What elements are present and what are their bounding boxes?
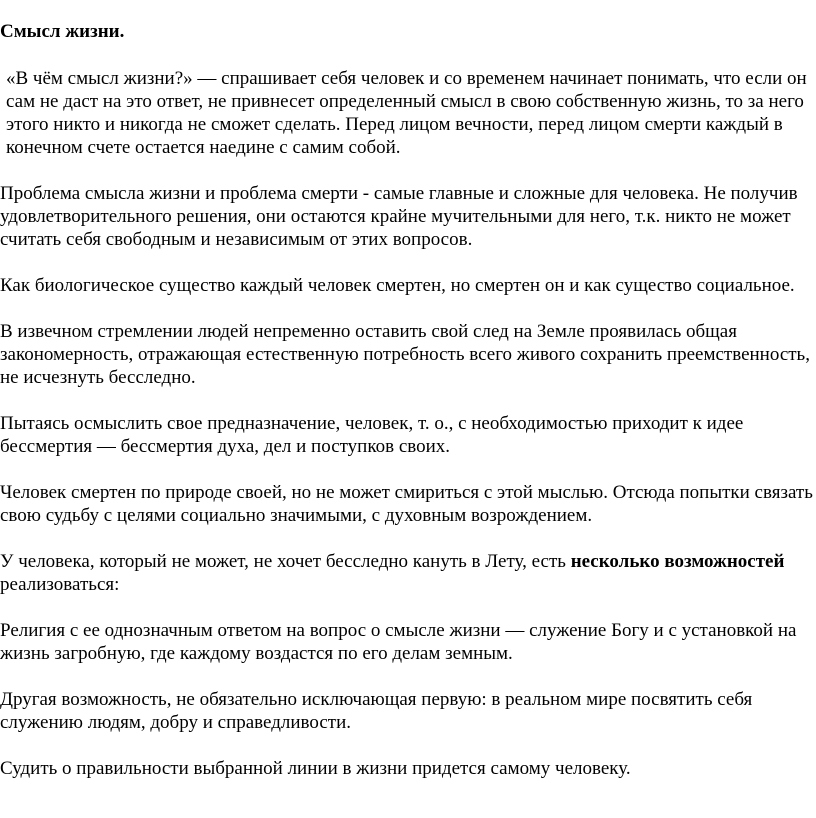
- possibilities-text-before: У человека, который не может, не хочет бесследно кануть в Лету, есть: [0, 551, 571, 572]
- document-title: Смысл жизни.: [0, 21, 125, 42]
- document-body: [0, 20, 816, 780]
- possibilities-bold-text: несколько возможностей: [570, 551, 785, 572]
- paragraph-service: Другая возможность, не обязательно исключающая первую: в реальном мире посвятить себя служению людям, добру и справедливости.: [0, 689, 753, 733]
- paragraph-legacy: В извечном стремлении людей непременно оставить свой след на Земле проявилась общая закономерность, отражающая естественную потребность всего живого сохранить преемственность, не исчезнуть бесследно.: [0, 321, 810, 388]
- paragraph-immortality: Пытаясь осмыслить свое предназначение, человек, т. о., с необходимостью приходит к идее бессмертия — бессмертия духа, дел и поступков своих.: [0, 413, 744, 457]
- possibilities-text-after: реализоваться:: [0, 574, 120, 595]
- paragraph-biological: Как биологическое существо каждый человек смертен, но смертен он и как существо социальное.: [0, 275, 795, 296]
- paragraph-mortal: Человек смертен по природе своей, но не может смириться с этой мыслью. Отсюда попытки связать свою судьбу с целями социально значимыми, с духовным возрождением.: [0, 482, 813, 526]
- paragraph-intro: «В чём смысл жизни?» — спрашивает себя человек и со временем начинает понимать, что если он сам не даст на это ответ, не привнесет определенный смысл в свою собственную жизнь, то за него этого никто и никогда не сможет сделать. Перед лицом вечности, перед лицом смерти каждый в конечном счете остается наедине с самим собой.: [6, 68, 807, 158]
- paragraph-possibilities: [0, 550, 816, 596]
- paragraph-conclusion: Судить о правильности выбранной линии в жизни придется самому человеку.: [0, 758, 631, 779]
- paragraph-religion: Религия с ее однозначным ответом на вопрос о смысле жизни — служение Богу и с установкой на жизнь загробную, где каждому воздастся по его делам земным.: [0, 620, 797, 664]
- paragraph-problem: Проблема смысла жизни и проблема смерти - самые главные и сложные для человека. Не получив удовлетворительного решения, они остаются крайне мучительными для него, т.к. никто не может считать себя свободным и независимым от этих вопросов.: [0, 183, 798, 250]
